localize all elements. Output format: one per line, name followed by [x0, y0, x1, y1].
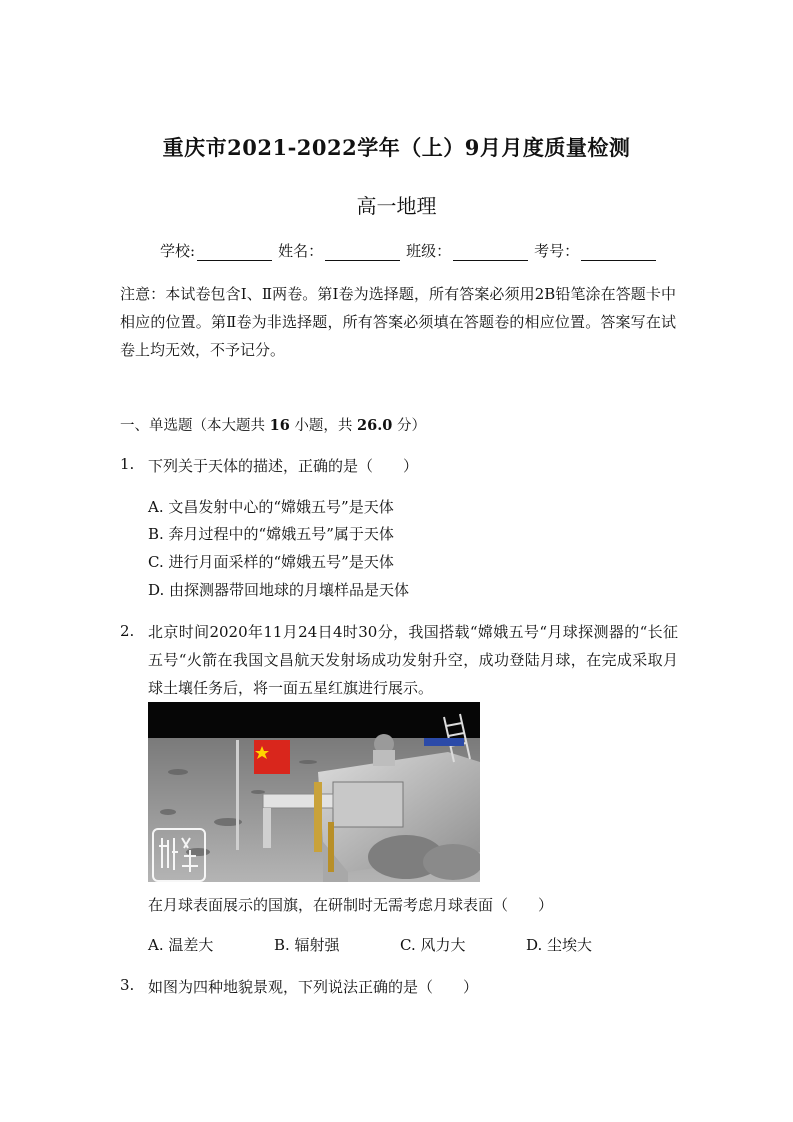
exam-notice: 注意：本试卷包含Ⅰ、Ⅱ两卷。第Ⅰ卷为选择题，所有答案必须用2B铅笔涂在答题卡中相应的位置。第Ⅱ卷为非选择题，所有答案必须填在答题卷的相应位置。答案写在试卷上均无效，不予记分。 — [120, 285, 676, 359]
class-blank[interactable] — [453, 244, 528, 261]
class-label: 班级： — [406, 242, 452, 260]
name-blank[interactable] — [325, 244, 400, 261]
option-d[interactable]: D. 由探测器带回地球的月壤样品是天体 — [148, 581, 410, 599]
exam-subject: 高一地理 — [356, 194, 437, 218]
question-text: 如图为四种地貌景观，下列说法正确的是（ ） — [148, 978, 479, 996]
exam-title: 重庆市2021-2022学年（上）9月月度质量检测 — [162, 135, 631, 160]
options-row — [148, 934, 678, 955]
option-c[interactable]: C. 风力大 — [400, 936, 466, 954]
option-c[interactable]: C. 进行月面采样的“嫦娥五号”是天体 — [148, 553, 394, 571]
section-score: 26.0 — [357, 417, 393, 434]
option-a[interactable]: A. 温差大 — [148, 936, 214, 954]
section-prefix: 一、单选题（本大题共 — [120, 418, 265, 434]
name-label: 姓名： — [278, 242, 324, 260]
option-a[interactable]: A. 文昌发射中心的“嫦娥五号”是天体 — [148, 498, 394, 516]
watermark-seal — [152, 828, 206, 882]
question-text: 下列关于天体的描述，正确的是（ ） — [148, 457, 419, 475]
school-blank[interactable] — [197, 244, 272, 261]
question-number: 3. — [120, 976, 135, 994]
student-info-row — [160, 240, 662, 261]
section-suffix: 分） — [396, 418, 426, 434]
section-count: 16 — [269, 417, 290, 434]
option-b[interactable]: B. 奔月过程中的“嫦娥五号”属于天体 — [148, 525, 394, 543]
option-b[interactable]: B. 辐射强 — [274, 936, 340, 954]
exam-number-label: 考号： — [534, 242, 580, 260]
sub-question-text: 在月球表面展示的国旗，在研制时无需考虑月球表面（ ） — [148, 896, 554, 914]
lunar-flag-photo — [148, 702, 480, 882]
option-d[interactable]: D. 尘埃大 — [526, 936, 593, 954]
question-text: 北京时间2020年11月24日4时30分，我国搭载“嫦娥五号“月球探测器的“长征五号“火箭在我国文昌航天发射场成功发射升空，成功登陆月球，在完成采取月球土壤任务后，将一面五星红旗进行展示。 — [148, 623, 678, 697]
section-heading — [120, 414, 426, 435]
exam-number-blank[interactable] — [581, 244, 656, 261]
section-middle: 小题，共 — [294, 418, 353, 434]
school-label: 学校: — [160, 242, 196, 260]
question-number: 2. — [120, 622, 135, 640]
question-number: 1. — [120, 455, 135, 473]
